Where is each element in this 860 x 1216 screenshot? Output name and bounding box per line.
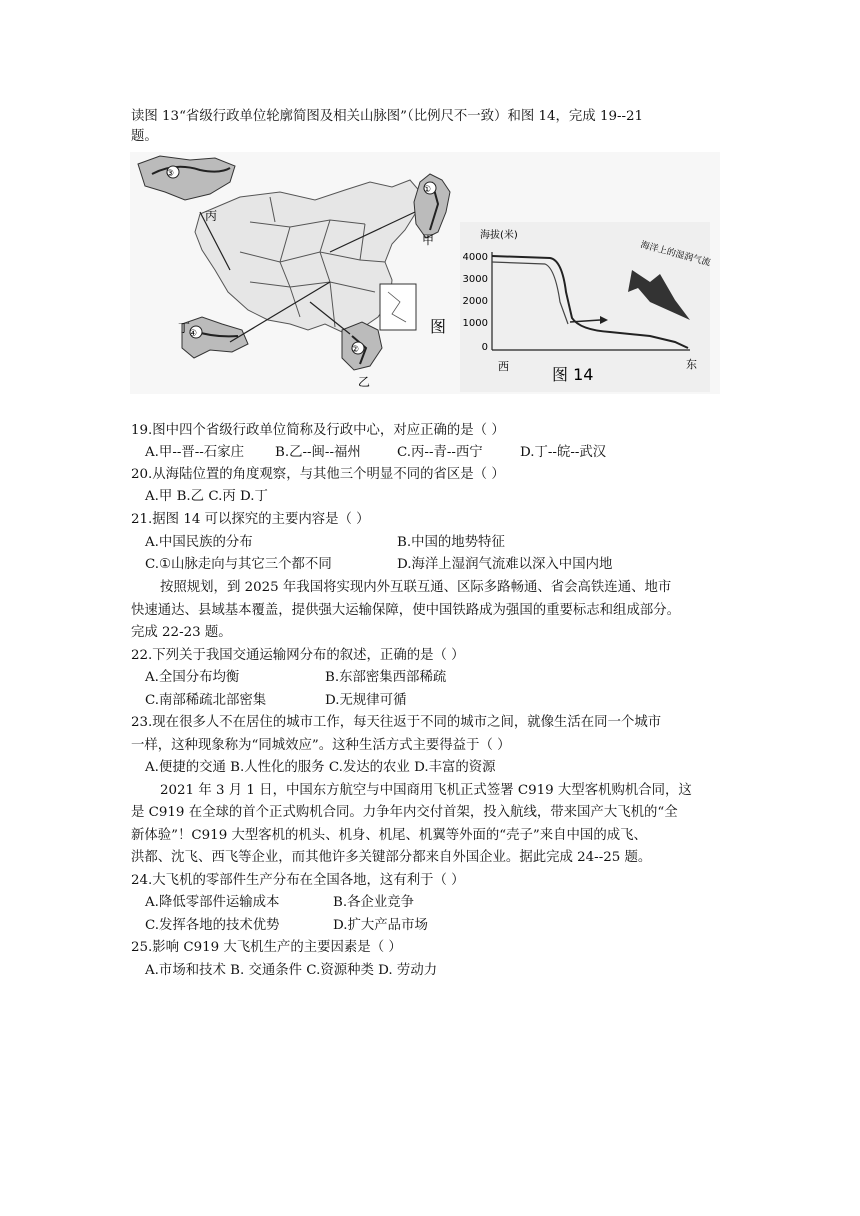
q21-option-c: C.①山脉走向与其它三个都不同 — [145, 557, 332, 572]
passage1-line-1: 按照规划，到 2025 年我国将实现内外互联互通、区际多路畅通、省会高铁连通、地市 — [160, 580, 672, 595]
passage1-line-3: 完成 22-23 题。 — [131, 625, 232, 640]
q19-option-a: A.甲--晋--石家庄 — [145, 445, 244, 460]
q20-options: A.甲 B.乙 C.丙 D.丁 — [145, 489, 268, 504]
fig14-arrow-text: 海洋上的湿润气流 — [639, 240, 712, 269]
fig14-ylabel: 海拔(米) — [480, 230, 518, 241]
label-yi: 乙 — [358, 375, 371, 389]
intro-line-2: 题。 — [131, 129, 158, 144]
south-sea-inset — [380, 284, 416, 330]
label-circle-4: ④ — [188, 329, 198, 339]
q22-option-b: B.东部密集西部稀疏 — [325, 670, 447, 685]
fig14-tick-1000: 1000 — [462, 318, 488, 329]
q24-option-a: A.降低零部件运输成本 — [145, 895, 280, 910]
q24-option-d: D.扩大产品市场 — [333, 918, 428, 933]
q25-options: A.市场和技术 B. 交通条件 C.资源种类 D. 劳动力 — [145, 963, 438, 978]
q19-option-d: D.丁--皖--武汉 — [520, 445, 607, 460]
passage2-line-3: 新体验”！C919 大型客机的机头、机身、机尾、机翼等外面的“壳子”来自中国的成飞、 — [131, 828, 647, 843]
q19-option-b: B.乙--闽--福州 — [275, 445, 361, 460]
intro-line-1: 读图 13“省级行政单位轮廓简图及相关山脉图”（比例尺不一致）和图 14，完成 19--21 — [131, 109, 644, 124]
fig14-east: 东 — [686, 358, 697, 371]
passage2-line-1: 2021 年 3 月 1 日，中国东方航空与中国商用飞机正式签署 C919 大型客机购机合同，这 — [160, 783, 692, 798]
fig14-tick-3000: 3000 — [462, 274, 488, 285]
q23-options: A.便捷的交通 B.人性化的服务 C.发达的农业 D.丰富的资源 — [145, 760, 496, 775]
q24-stem: 24.大飞机的零部件生产分布在全国各地，这有利于（ ） — [131, 873, 465, 888]
label-circle-3: ③ — [165, 169, 175, 179]
q22-stem: 22.下列关于我国交通运输网分布的叙述，正确的是（ ） — [131, 648, 465, 663]
label-circle-2: ② — [350, 345, 360, 355]
fig14-tick-2000: 2000 — [462, 296, 488, 307]
label-ding: 丁 — [178, 321, 191, 335]
q24-option-b: B.各企业竞争 — [333, 895, 415, 910]
label-bing: 丙 — [205, 209, 218, 223]
fig14-tick-4000: 4000 — [462, 252, 488, 263]
q22-option-c: C.南部稀疏北部密集 — [145, 693, 267, 708]
figure-14-chart — [460, 222, 712, 392]
q19-option-c: C.丙--青--西宁 — [397, 445, 483, 460]
label-jia: 甲 — [422, 233, 435, 247]
q23-stem-line-2: 一样，这种现象称为“同城效应”。这种生活方式主要得益于（ ） — [131, 738, 511, 753]
label-tu: 图 — [430, 317, 447, 336]
passage1-line-2: 快速通达、县域基本覆盖，提供强大运输保障，使中国铁路成为强国的重要标志和组成部分。 — [131, 603, 681, 618]
label-circle-1: ① — [422, 185, 432, 195]
fig14-west: 西 — [498, 360, 509, 373]
figure-13-14 — [130, 152, 720, 394]
q24-option-c: C.发挥各地的技术优势 — [145, 918, 280, 933]
fig14-tick-0: 0 — [481, 342, 488, 353]
passage2-line-4: 洪都、沈飞、西飞等企业，而其他许多关键部分都来自外国企业。据此完成 24--25 题。 — [131, 850, 652, 865]
q22-option-a: A.全国分布均衡 — [145, 670, 240, 685]
passage2-line-2: 是 C919 在全球的首个正式购机合同。力争年内交付首架，投入航线，带来国产大飞机的“全 — [131, 805, 678, 820]
q21-stem: 21.据图 14 可以探究的主要内容是（ ） — [131, 512, 370, 527]
q21-option-b: B.中国的地势特征 — [397, 535, 505, 550]
q21-option-a: A.中国民族的分布 — [145, 535, 253, 550]
q19-stem: 19.图中四个省级行政单位简称及行政中心，对应正确的是（ ） — [131, 423, 505, 438]
q23-stem-line-1: 23.现在很多人不在居住的城市工作，每天往返于不同的城市之间，就像生活在同一个城市 — [131, 715, 662, 730]
q20-stem: 20.从海陆位置的角度观察，与其他三个明显不同的省区是（ ） — [131, 467, 505, 482]
q21-option-d: D.海洋上湿润气流难以深入中国内地 — [397, 557, 613, 572]
fig14-caption: 图 14 — [552, 365, 594, 384]
q25-stem: 25.影响 C919 大飞机生产的主要因素是（ ） — [131, 940, 402, 955]
q22-option-d: D.无规律可循 — [325, 693, 407, 708]
